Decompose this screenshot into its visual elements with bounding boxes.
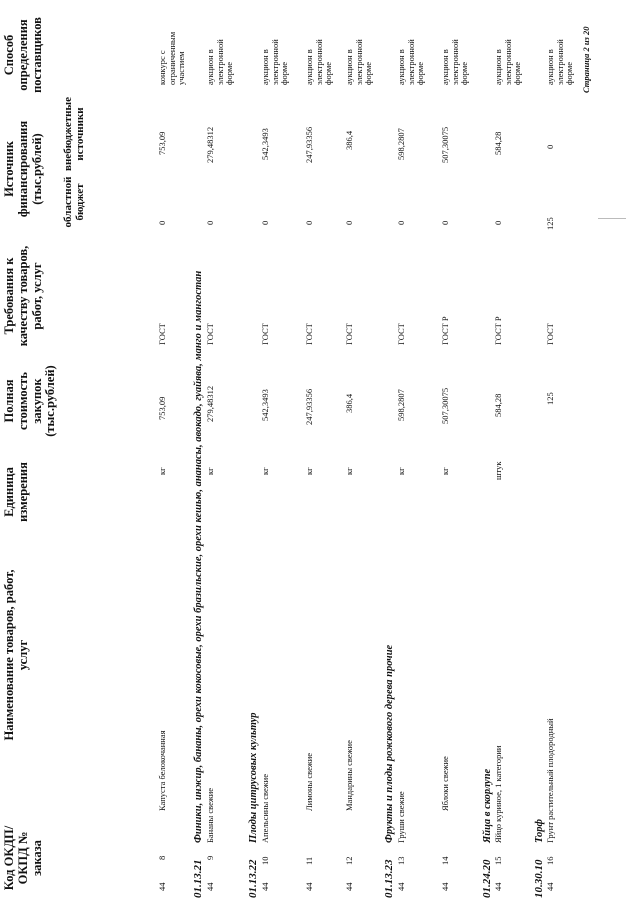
group-code: 10.30.10 <box>533 859 545 898</box>
row-name: Грунт растительный плодородный <box>545 718 555 843</box>
row-unit: кг <box>396 467 406 475</box>
row-cost: 507,30075 <box>440 387 450 424</box>
row-code: 44 <box>260 882 270 891</box>
row-number: 16 <box>545 856 555 865</box>
header-method: Способ определения поставщиков <box>2 17 44 93</box>
row-method: аукцион в электронной форме <box>260 39 290 85</box>
row-number: 14 <box>440 856 450 865</box>
row-unit: кг <box>157 467 167 475</box>
row-unit: кг <box>304 467 314 475</box>
row-method: аукцион в электронной форме <box>396 39 426 85</box>
header-requirements: Требования к качеству товаров, работ, услуг <box>2 245 44 347</box>
row-unit: штук <box>493 461 503 480</box>
row-cost: 279,48312 <box>205 385 215 422</box>
row-requirement: ГОСТ <box>205 323 215 345</box>
row-method: аукцион в электронной форме <box>205 39 235 85</box>
group-name: Плоды цитрусовых культур <box>248 712 259 843</box>
row-cost: 247,93356 <box>304 388 314 425</box>
row-requirement: ГОСТ <box>396 323 406 345</box>
row-name: Капуста белокочанная <box>157 730 167 811</box>
header-financing: Источник финансирования (тыс.рублей) <box>2 120 44 218</box>
row-requirement: ГОСТ <box>157 323 167 345</box>
row-requirement: ГОСТ Р <box>493 316 503 345</box>
row-name: Мандарины свежие <box>344 740 354 811</box>
row-method: аукцион в электронной форме <box>304 39 334 85</box>
row-method: аукцион в электронной форме <box>545 39 575 85</box>
row-number: 10 <box>260 856 270 865</box>
row-requirement: ГОСТ <box>344 323 354 345</box>
row-number: 9 <box>205 855 215 860</box>
group-name: Торф <box>534 818 545 843</box>
row-code: 44 <box>205 882 215 891</box>
header-fin-regional: областной бюджет <box>62 176 87 228</box>
row-cost: 542,3493 <box>260 389 270 421</box>
row-cost: 753,09 <box>157 396 167 420</box>
row-cost: 125 <box>545 392 555 405</box>
row-cost: 598,2807 <box>396 389 406 421</box>
group-name: Фрукты и плоды рожкового дерева прочие <box>384 644 395 843</box>
scan-mark <box>598 218 626 219</box>
row-number: 11 <box>304 856 314 865</box>
row-name: Груши свежие <box>396 791 406 843</box>
row-number: 8 <box>157 855 167 860</box>
row-unit: кг <box>260 467 270 475</box>
group-code: 01.13.23 <box>383 859 395 898</box>
row-method: аукцион в электронной форме <box>344 39 374 85</box>
row-name: Апельсины свежие <box>260 774 270 843</box>
row-number: 12 <box>344 856 354 865</box>
row-code: 44 <box>157 882 167 891</box>
row-cost: 584,28 <box>493 393 503 417</box>
row-name: Бананы свежие <box>205 787 215 843</box>
row-code: 44 <box>545 882 555 891</box>
row-cost: 386,4 <box>344 393 354 413</box>
row-fin-regional: 0 <box>493 220 503 225</box>
row-requirement: ГОСТ <box>545 323 555 345</box>
group-code: 01.24.20 <box>481 859 493 898</box>
row-name: Лимоны свежие <box>304 752 314 811</box>
row-unit: кг <box>344 467 354 475</box>
row-method: аукцион в электронной форме <box>493 39 523 85</box>
row-requirement: ГОСТ Р <box>440 316 450 345</box>
row-number: 15 <box>493 856 503 865</box>
row-fin-regional: 125 <box>545 217 555 230</box>
row-fin-offbudget: 247,93356 <box>304 126 314 163</box>
row-number: 13 <box>396 856 406 865</box>
row-code: 44 <box>440 882 450 891</box>
row-fin-regional: 0 <box>344 220 354 225</box>
row-unit: кг <box>205 467 215 475</box>
row-name: Яйцо куриное, 1 категории <box>493 745 503 843</box>
page-number: Страница 2 из 20 <box>581 26 591 93</box>
row-fin-regional: 0 <box>205 220 215 225</box>
header-fin-offbudget: внебюджетные источники <box>62 97 87 171</box>
row-fin-regional: 0 <box>260 220 270 225</box>
row-fin-offbudget: 542,3493 <box>260 128 270 160</box>
row-fin-offbudget: 584,28 <box>493 131 503 155</box>
group-name: Финики, инжир, бананы, орехи кокосовые, орехи бразильские, орехи кешью, ананасы, авокадо, гуайява, манго и мангостан <box>193 270 204 843</box>
row-method: аукцион в электронной форме <box>440 39 470 85</box>
row-name: Яблоки свежие <box>440 756 450 811</box>
header-cost: Полная стоимость закупок (тыс.рублей) <box>2 365 58 437</box>
row-fin-offbudget: 507,30075 <box>440 126 450 163</box>
row-requirement: ГОСТ <box>304 323 314 345</box>
row-unit: кг <box>440 467 450 475</box>
row-code: 44 <box>344 882 354 891</box>
row-method: конкурс с ограниченным участием <box>157 31 187 85</box>
group-name: Яйца в скорлупе <box>482 768 493 843</box>
row-fin-regional: 0 <box>396 220 406 225</box>
row-requirement: ГОСТ <box>260 323 270 345</box>
row-fin-offbudget: 598,2807 <box>396 128 406 160</box>
row-fin-offbudget: 386,4 <box>344 130 354 150</box>
row-fin-offbudget: 0 <box>545 144 555 149</box>
group-code: 01.13.22 <box>247 859 259 898</box>
header-code: Код ОКДП/ ОКПД № заказа <box>2 825 44 891</box>
row-fin-regional: 0 <box>304 220 314 225</box>
row-code: 44 <box>304 882 314 891</box>
row-fin-regional: 0 <box>440 220 450 225</box>
row-fin-offbudget: 753,09 <box>157 131 167 155</box>
row-fin-offbudget: 279,48312 <box>205 126 215 163</box>
row-code: 44 <box>396 882 406 891</box>
row-code: 44 <box>493 882 503 891</box>
row-fin-regional: 0 <box>157 220 167 225</box>
header-name: Наименование товаров, работ, услуг <box>2 569 30 741</box>
group-code: 01.13.21 <box>192 859 204 898</box>
header-unit: Единица измерения <box>2 462 30 522</box>
